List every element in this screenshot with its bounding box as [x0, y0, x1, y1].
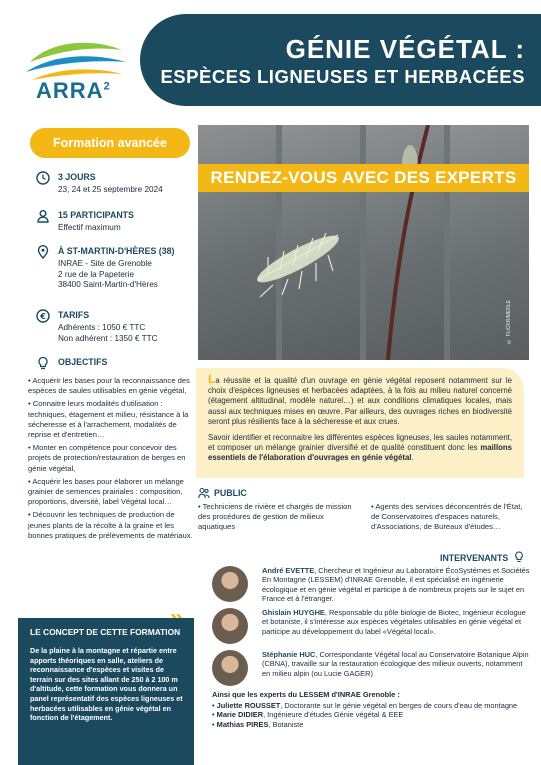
list-item: • Agents des services déconcentrés de l'État, de Conservatoires d'espaces naturels, d'Associations, de Bureaux d'études… — [371, 502, 523, 531]
location-line: INRAE - Site de Grenoble — [58, 258, 152, 268]
euro-icon — [36, 309, 50, 323]
location-heading: À ST-MARTIN-D'HÈRES (38) — [58, 246, 175, 256]
public-list — [198, 502, 528, 531]
participants-heading: 15 PARTICIPANTS — [58, 210, 134, 220]
concept-box — [18, 618, 194, 765]
willow-catkin-photo — [198, 125, 529, 360]
formation-level-badge: Formation avancée — [30, 128, 190, 158]
intervenants-heading: INTERVENANTS — [440, 551, 524, 563]
lessem-experts — [212, 690, 530, 729]
duration-dates: 23, 24 et 25 septembre 2024 — [58, 184, 163, 194]
page-subtitle: ESPÈCES LIGNEUSES ET HERBACÉES — [160, 66, 525, 87]
tarif-line: Non adhérent : 1350 € TTC — [58, 333, 158, 343]
concept-body: De la plaine à la montagne et répartie entre apports théoriques en salle, ateliers de reconnaissance d'espèces et visites de terrain sur des sites allant de 250 à 2 100 m d'altitude, cette formation vous donnera un panel représentatif des espèces ligneuses et herbacées utilisables en génie végétal en fonction de l'étagement. — [30, 646, 183, 723]
avatar — [212, 566, 248, 602]
lightbulb-icon — [36, 356, 50, 370]
location-line: 2 rue de la Papeterie — [58, 269, 135, 279]
person-icon — [36, 209, 50, 223]
clock-icon — [36, 171, 50, 185]
duration-heading: 3 JOURS — [58, 172, 96, 182]
group-icon — [198, 487, 210, 499]
list-item: • Monter en compétence pour concevoir des projets de protection/restauration de berges en génie végétal, — [28, 443, 193, 474]
list-item: • Acquérir les bases pour la reconnaissance des espèces de saules utilisables en génie végétal, — [28, 376, 193, 396]
photo-credit: © FLICKR/MERLE — [506, 300, 512, 344]
intervenant-bio: Stéphanie HUC, Correspondante Végétal local au Conservatoire Botanique Alpin (CBNA), travaille sur la restauration écologique des milieux ouverts, notamment en milieu alpin (ou Lucie GAGER) — [262, 650, 529, 678]
map-pin-icon — [36, 245, 50, 259]
objectives-list — [28, 376, 193, 544]
page-title: GÉNIE VÉGÉTAL : — [285, 34, 525, 64]
concept-heading: LE CONCEPT DE CETTE FORMATION — [30, 627, 181, 637]
lightbulb-icon — [514, 551, 524, 563]
list-item: • Acquérir les bases pour élaborer un mélange grainier de semences prairiales : composition, proportions, diversité, label Végétal local… — [28, 477, 193, 508]
list-item: • Connaitre leurs modalités d'utilisation : techniques, étagement et milieu, résistance à la sécheresse et à l'arrachement, modalités de reprise et d'entretien… — [28, 399, 193, 440]
intervenant-bio: Ghislain HUYGHE, Responsable du pôle biologie de Biotec, Ingénieur écologue et botaniste, il s'intéresse aux espèces végétales utilisables en génie végétal et participe au développement du label «Végétal local». — [262, 608, 526, 636]
participants-note: Effectif maximum — [58, 222, 121, 232]
info-duration — [36, 172, 206, 196]
drop-cap: L — [208, 372, 216, 386]
intro-paragraph: La réussite et la qualité d'un ouvrage en génie végétal reposent notamment sur le choix d'espèces ligneuses et herbacées adaptées, à la fois au milieu naturel concerné (étagement altitudinal, modèle naturel…) et aux conditions climatiques locales, mais aussi aux techniques mises en œuvre. Par ailleurs, des ouvrages riches en biodiversité seront plus résilients face à la sécheresse et aux crues. — [208, 372, 512, 426]
arra-logo-text: ARRA$^2$ — [36, 78, 111, 103]
info-objectifs — [36, 357, 206, 370]
intervenant-bio: André EVETTE, Chercheur et Ingénieur au Laboratoire ÉcoSystèmes et Sociétés En Montagne (LESSEM) d'INRAE Grenoble, il est spécialisé en ingénierie écologique et en génie végétal et participe à de nombreux projets sur le sujet en France et à l'étranger. — [262, 566, 530, 603]
list-item: • Marie DIDIER, Ingénieure d'études Génie végétal & EEE — [212, 710, 530, 720]
catkin-branch-illustration — [198, 125, 529, 360]
list-item: • Juliette ROUSSET, Doctorante sur le génie végétal en berges de cours d'eau de montagne — [212, 701, 530, 711]
avatar — [212, 608, 248, 644]
objectifs-heading: OBJECTIFS — [58, 357, 108, 367]
svg-text:€: € — [40, 312, 46, 321]
location-line: 38400 Saint-Martin-d'Hères — [58, 280, 158, 290]
list-item: • Techniciens de rivière et chargés de mission des procédures de gestion de milieux aquatiques — [198, 502, 352, 531]
info-tarifs — [36, 310, 206, 344]
intro-box — [196, 368, 524, 478]
public-heading: PUBLIC — [198, 488, 247, 498]
tarifs-heading: TARIFS — [58, 310, 90, 320]
info-participants — [36, 210, 206, 234]
avatar — [212, 650, 248, 686]
list-item: • Mathias PIRES, Botaniste — [212, 720, 530, 730]
intro-paragraph: Savoir identifier et reconnaitre les différentes espèces ligneuses, les saules notamment, et composer un mélange grainier diversifié et de qualité constituent donc les maillons essentiels de l'élaboration d'ouvrages en génie végétal. — [208, 433, 512, 463]
lessem-heading: Ainsi que les experts du LESSEM d'INRAE Grenoble : — [212, 690, 400, 699]
tarif-line: Adhérents : 1050 € TTC — [58, 322, 146, 332]
list-item: • Découvrir les techniques de production de jeunes plants de la récolte à la graine et les bonnes pratiques de prélèvements de matériaux. — [28, 510, 193, 541]
info-location — [36, 246, 206, 291]
experts-banner: RENDEZ-VOUS AVEC DES EXPERTS — [198, 164, 529, 192]
